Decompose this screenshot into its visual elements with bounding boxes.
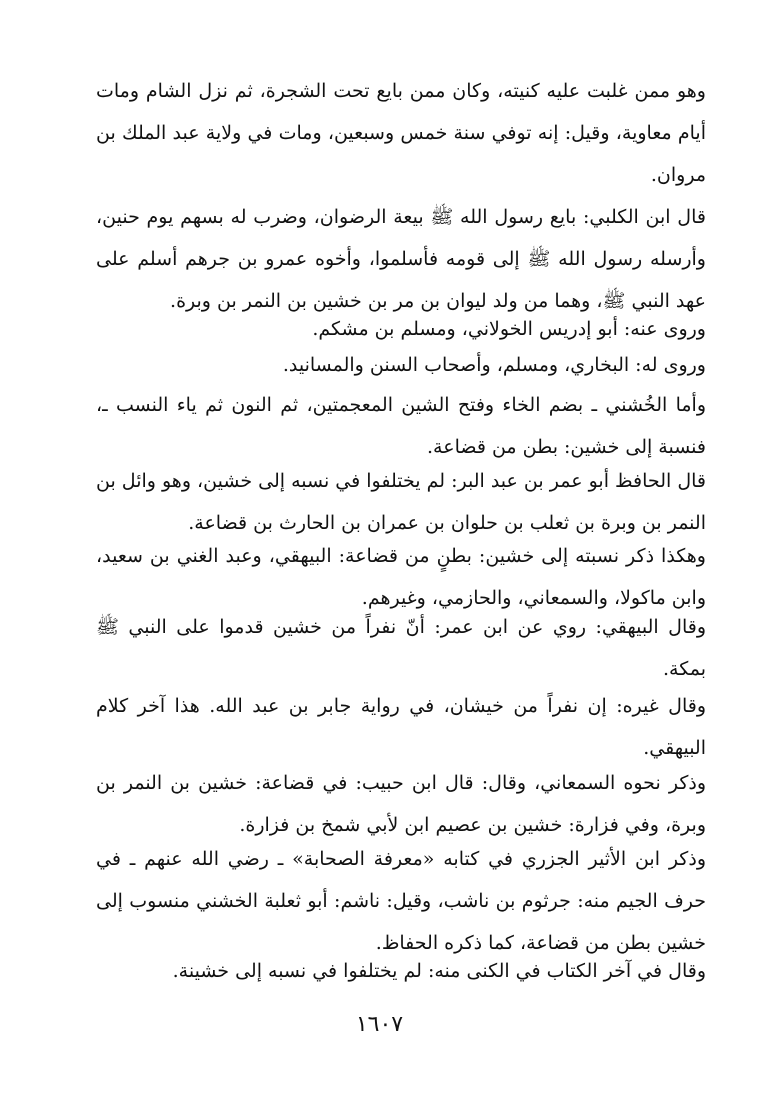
paragraph-11: وذكر ابن الأثير الجزري في كتابه «معرفة الصحابة» ـ رضي الله عنهم ـ في حرف الجيم منه: جرثوم بن ناشب، وقيل: ناشم: أبو ثعلبة الخشني منسوب إلى خشين بطن من قضاعة، كما ذكره الحفاظ. (96, 848, 706, 954)
paragraph-10: وذكر نحوه السمعاني، وقال: قال ابن حبيب: في قضاعة: خشين بن النمر بن وبرة، وفي فزارة: خشين بن عصيم ابن لأبي شمخ بن فزارة. (96, 772, 706, 836)
paragraph-5: وأما الخُشني ـ بضم الخاء وفتح الشين المعجمتين، ثم النون ثم ياء النسب ـ، فنسبة إلى خشين: بطن من قضاعة. (96, 394, 706, 458)
paragraph-9: وقال غيره: إن نفراً من خيشان، في رواية جابر بن عبد الله. هذا آخر كلام البيهقي. (96, 695, 706, 759)
paragraph-8: وقال البيهقي: روي عن ابن عمر: أنّ نفراً من خشين قدموا على النبي ﷺ بمكة. (96, 616, 706, 680)
paragraph-7: وهكذا ذكر نسبته إلى خشين: بطنٍ من قضاعة: البيهقي، وعبد الغني بن سعيد، وابن ماكولا، والسمعاني، والحازمي، وغيرهم. (96, 545, 706, 609)
paragraph-6: قال الحافظ أبو عمر بن عبد البر: لم يختلفوا في نسبه إلى خشين، وهو وائل بن النمر بن وبرة بن ثعلب بن حلوان بن عمران بن الحارث بن قضاعة. (96, 470, 706, 534)
paragraph-4: وروى له: البخاري، ومسلم، وأصحاب السنن والمسانيد. (282, 354, 706, 376)
page-number: ١٦٠٧ (355, 1012, 404, 1037)
paragraph-3: وروى عنه: أبو إدريس الخولاني، ومسلم بن مشكم. (312, 318, 706, 340)
paragraph-2: قال ابن الكلبي: بايع رسول الله ﷺ بيعة الرضوان، وضرب له بسهم يوم حنين، وأرسله رسول الله ﷺ إلى قومه فأسلموا، وأخوه عمرو بن جرهم أسلم على عهد النبي ﷺ، وهما من ولد ليوان بن مر بن خشين بن النمر بن وبرة. (96, 206, 706, 312)
paragraph-12: وقال في آخر الكتاب في الكنى منه: لم يختلفوا في نسبه إلى خشينة. (172, 960, 706, 982)
paragraph-1: وهو ممن غلبت عليه كنيته، وكان ممن بايع تحت الشجرة، ثم نزل الشام ومات أيام معاوية، وقيل: إنه توفي سنة خمس وسبعين، ومات في ولاية عبد الملك بن مروان. (96, 80, 706, 186)
